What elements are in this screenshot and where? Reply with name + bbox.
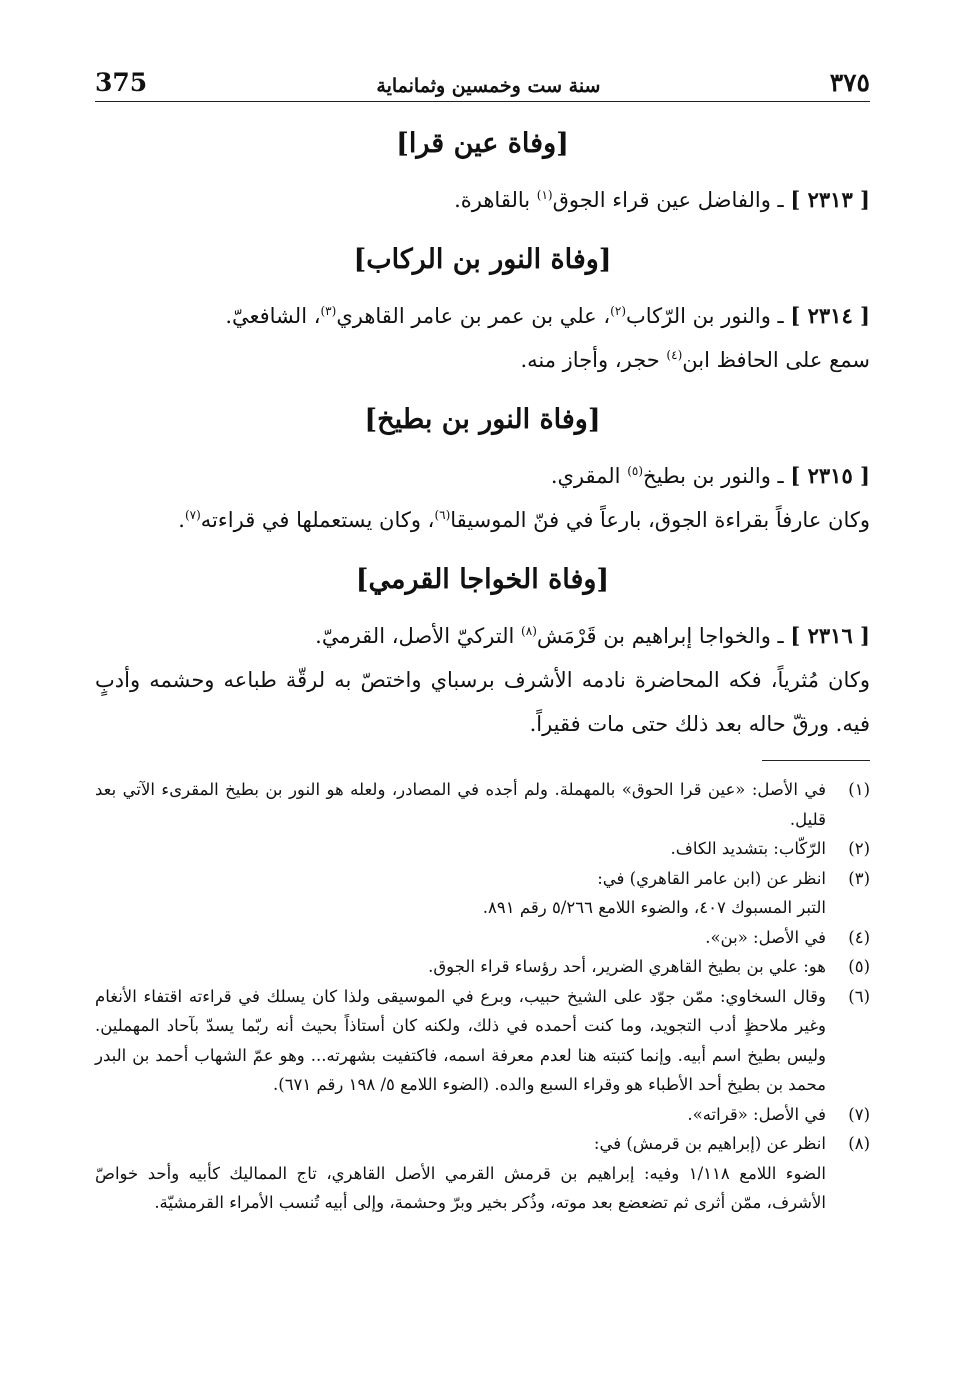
footnote-text: التبر المسبوك ٤٠٧، والضوء اللامع ٥/٢٦٦ رقم ٨٩١. bbox=[482, 898, 826, 917]
paragraph bbox=[95, 498, 870, 542]
entry-number: [ ٢٣١٣ ] bbox=[790, 187, 870, 212]
entry-number: [ ٢٣١٤ ] bbox=[790, 303, 870, 328]
footnote-number: (٢) bbox=[848, 839, 870, 858]
footnote-ref: (٨) bbox=[521, 624, 537, 638]
footnote-text: في الأصل: «بن». bbox=[705, 927, 826, 947]
footnote bbox=[95, 923, 870, 953]
entry-2313 bbox=[95, 178, 870, 222]
page-number-latin: 375 bbox=[95, 68, 148, 97]
footnote-text: وقال السخاوي: ممّن جوّد على الشيخ حبيب، وبرع في الموسيقى ولذا كان يسلك في قراءته اقتفاء الأنغام وغير ملاحظٍ أدب التجويد، وما كنت أحمده في ذلك، ولكنه كان أستاذاً بحيث أنه ربّما يسدّ بآحاد المهملين. وليس بطيخ اسم أبيه. وإنما كتبته هنا لعدم معرفة اسمه، فاكتفيت بشهرته... وهو عمّ الشهاب أحمد بن البدر محمد بن بطيخ أحد الأطباء هو وقراء السبع والده. (الضوء اللامع ٥/ ١٩٨ رقم ٦٧١). bbox=[95, 986, 826, 1094]
footnote-number: (٦) bbox=[848, 986, 870, 1006]
footnote-number: (٣) bbox=[848, 868, 870, 888]
footnote bbox=[95, 834, 870, 864]
para-text: وكان عارفاً بقراءة الجوق، بارعاً في فنّ الموسيقا bbox=[450, 508, 870, 532]
entry-text: ـ والفاضل عين قراء الجوق bbox=[552, 188, 791, 212]
footnote-ref: (٤) bbox=[666, 348, 683, 362]
entry-text: ـ والنور بن بطيخ bbox=[643, 464, 791, 488]
footnote-ref: (٧) bbox=[184, 508, 201, 522]
footnote bbox=[95, 982, 870, 1100]
footnote-continuation bbox=[95, 1159, 870, 1218]
page-number-arabic: ٣٧٥ bbox=[829, 68, 870, 97]
footnote-text: انظر عن (إبراهيم بن قرمش) في: bbox=[593, 1134, 826, 1153]
footnote bbox=[95, 864, 870, 894]
footnote-number bbox=[826, 1159, 870, 1218]
para-text: وكان مُثرياً، فكه المحاضرة نادمه الأشرف برسباي واختصّ به لرقّة طباعه وحشمه وأدبٍ فيه. ورقّ حاله بعد ذلك حتى مات فقيراً. bbox=[95, 668, 870, 736]
entry-tail: التركيّ الأصل، القرميّ. bbox=[315, 624, 522, 648]
para-text: سمع على الحافظ ابن bbox=[682, 348, 870, 372]
footnote-ref: (١) bbox=[536, 188, 553, 202]
footnote-text: هو: علي بن بطيخ القاهري الضرير، أحد رؤساء قراء الجوق. bbox=[428, 957, 826, 976]
entry-tail: المقري. bbox=[550, 464, 628, 488]
footnote-text: انظر عن (ابن عامر القاهري) في: bbox=[597, 868, 826, 888]
para-mid: ، وكان يستعملها في قراءته bbox=[200, 508, 435, 532]
section-title: [وفاة النور بن بطيخ] bbox=[364, 404, 601, 435]
footnote-text: في الأصل: «عين قرا الحوق» بالمهملة. ولم أجده في المصادر، ولعله هو النور بن بطيخ المقرىء الآتي بعد قليل. bbox=[95, 780, 826, 829]
footnote-number bbox=[826, 893, 870, 923]
footnote-number: (١) bbox=[848, 780, 870, 799]
running-title: سنة ست وخمسين وثمانماية bbox=[376, 75, 601, 97]
footnote-number: (٧) bbox=[848, 1104, 870, 1124]
footnotes bbox=[95, 775, 870, 1218]
para-tail: حجر، وأجاز منه. bbox=[520, 348, 667, 372]
entry-tail: بالقاهرة. bbox=[454, 188, 537, 212]
page-header bbox=[95, 55, 870, 102]
entry-2314 bbox=[95, 294, 870, 338]
footnote-text: الرّكّاب: بتشديد الكاف. bbox=[670, 839, 826, 858]
section-title: [وفاة النور بن الركاب] bbox=[353, 244, 612, 275]
footnote-text: في الأصل: «قراته». bbox=[687, 1104, 826, 1124]
footnote-ref: (٦) bbox=[434, 508, 451, 522]
entry-number: [ ٢٣١٦ ] bbox=[790, 623, 870, 648]
footnote-number: (٨) bbox=[848, 1134, 870, 1153]
main-text bbox=[95, 124, 870, 1218]
footnote bbox=[95, 775, 870, 834]
section-title: [وفاة الخواجا القرمي] bbox=[355, 564, 610, 595]
footnote bbox=[95, 1100, 870, 1130]
footnote-divider bbox=[762, 760, 870, 761]
footnote-number: (٥) bbox=[848, 957, 870, 976]
footnote-ref: (٥) bbox=[627, 464, 644, 478]
entry-tail: ، الشافعيّ. bbox=[225, 304, 321, 328]
paragraph bbox=[95, 338, 870, 382]
footnote-ref: (٣) bbox=[320, 304, 337, 318]
section-title: [وفاة عين قرا] bbox=[396, 128, 569, 159]
para-tail: . bbox=[178, 508, 185, 532]
entry-mid: ، علي بن عمر بن عامر القاهري bbox=[336, 304, 611, 328]
entry-text: ـ والخواجا إبراهيم بن قَرْمَش bbox=[536, 624, 791, 648]
entry-number: [ ٢٣١٥ ] bbox=[790, 463, 870, 488]
footnote-text: الضوء اللامع ١/١١٨ وفيه: إبراهيم بن قرمش القرمي الأصل القاهري، تاج المماليك كأبيه وأحد خواصّ الأشرف، ممّن أثرى ثم تضعضع بعد موته، وذُكر بخير وبرّ وحشمة، وإلى أبيه تُنسب الأمراء القرمشيّة. bbox=[95, 1163, 826, 1212]
footnote-number: (٤) bbox=[848, 927, 870, 947]
footnote bbox=[95, 952, 870, 982]
book-page bbox=[95, 55, 870, 1218]
footnote-continuation bbox=[95, 893, 870, 923]
entry-2316 bbox=[95, 614, 870, 658]
footnote bbox=[95, 1129, 870, 1159]
footnote-ref: (٢) bbox=[610, 304, 626, 318]
entry-text: ـ والنور بن الرّكاب bbox=[626, 304, 791, 328]
paragraph bbox=[95, 658, 870, 746]
entry-2315 bbox=[95, 454, 870, 498]
